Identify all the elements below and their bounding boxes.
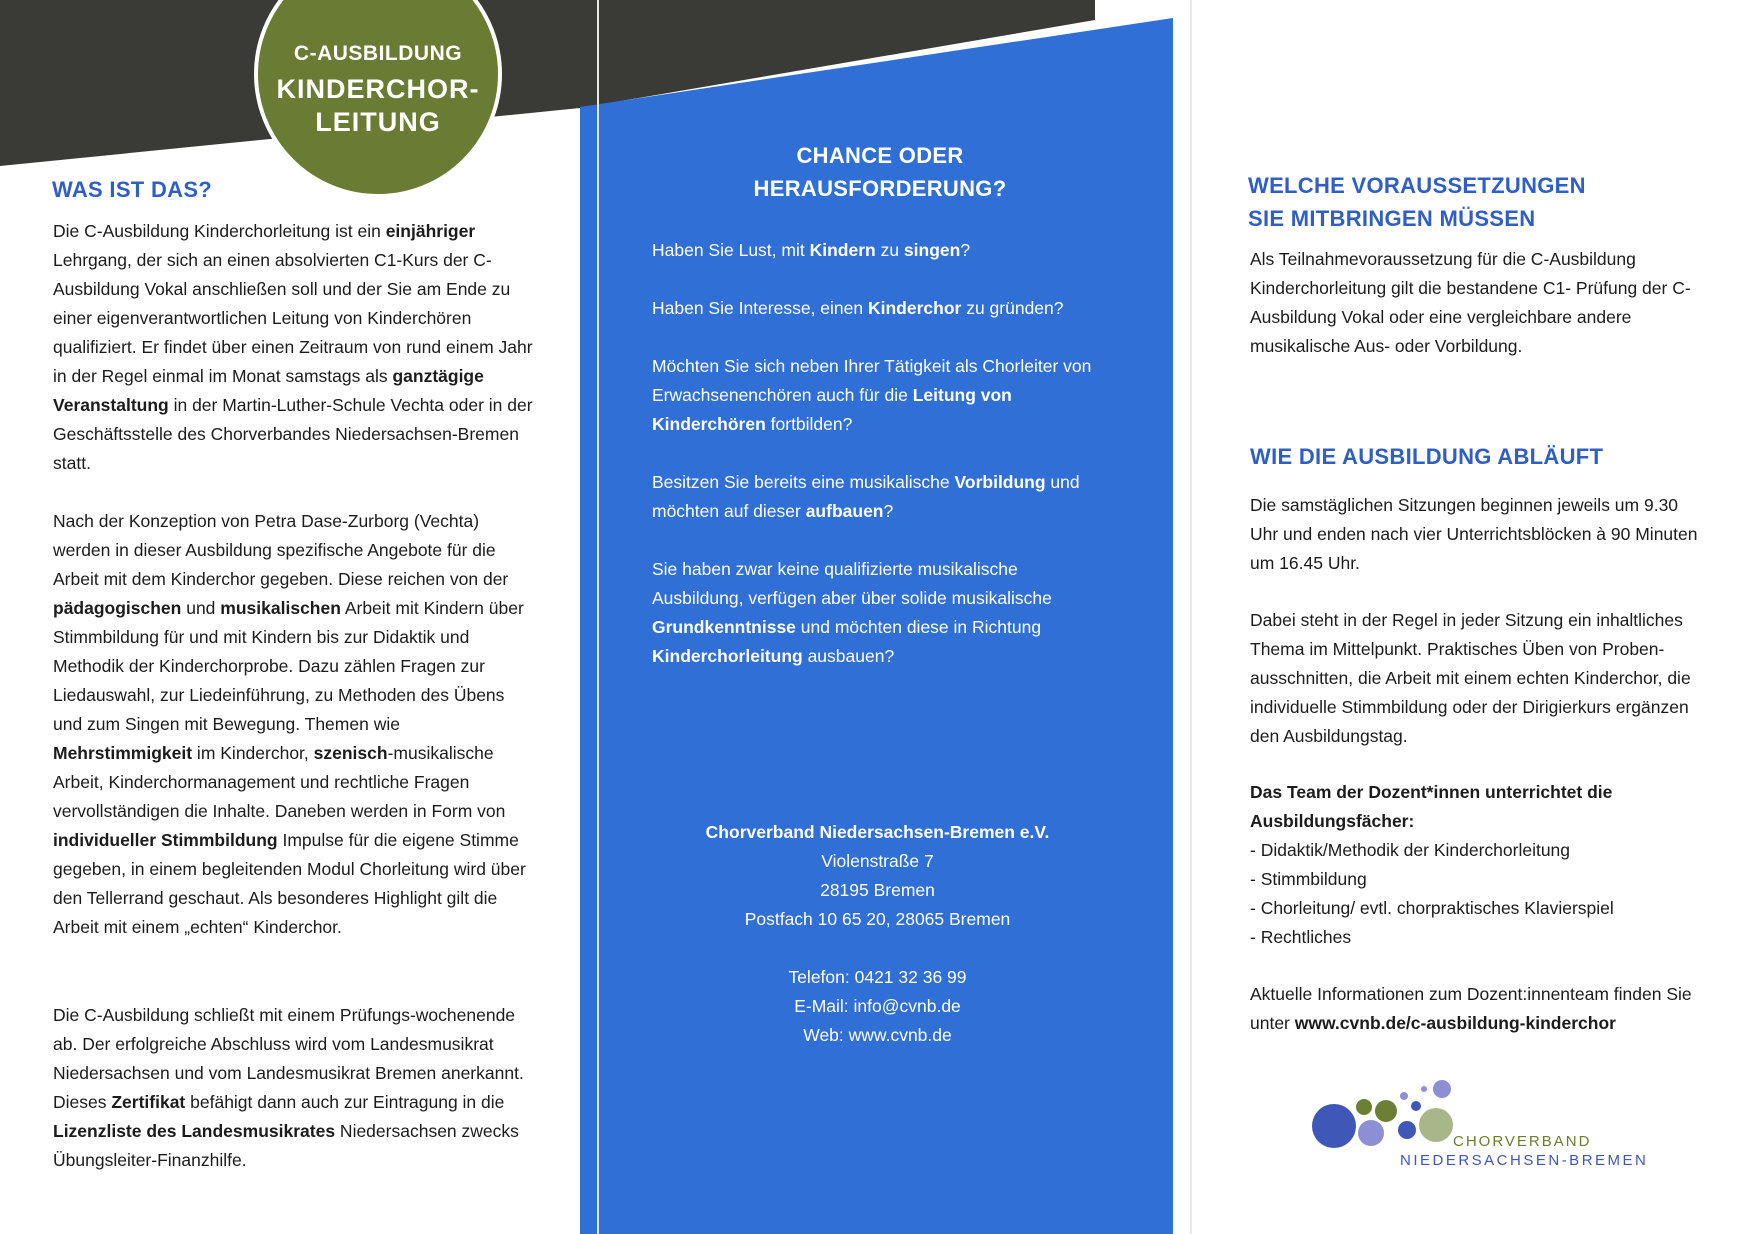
content-paragraph: Dabei steht in der Regel in jeder Sitzung ein inhaltliches Thema im Mittelpunkt. Praktisches Üben von Proben-ausschnitten, die Arbeit mit einem echten Kinderchor, die individuelle Stimmbildung oder der Dirigierkurs ergänzen den Ausbildungstag. <box>1250 610 1691 746</box>
section-heading <box>1248 169 1586 235</box>
section-heading <box>700 139 1060 205</box>
logo-dot <box>1400 1092 1408 1100</box>
contact-email: E-Mail: info@cvnb.de <box>794 996 961 1016</box>
logo-dot <box>1419 1108 1453 1142</box>
question-item: Haben Sie Lust, mit Kindern zu singen? <box>652 240 971 260</box>
contact-phone: Telefon: 0421 32 36 99 <box>788 967 967 987</box>
subjects-list <box>1250 836 1710 952</box>
list-item: - Stimmbildung <box>1250 869 1367 889</box>
heading-line: WELCHE VORAUSSETZUNGEN <box>1248 173 1586 198</box>
logo-wordmark: CHORVERBAND <box>1453 1133 1592 1150</box>
logo-dot <box>1421 1086 1427 1092</box>
badge-title-line: LEITUNG <box>315 107 441 137</box>
contact-organization: Chorverband Niedersachsen-Bremen e.V. <box>705 822 1050 842</box>
list-item: - Didaktik/Methodik der Kinderchorleitung <box>1250 840 1571 860</box>
logo-dot <box>1356 1099 1372 1115</box>
logo-dot <box>1375 1100 1397 1122</box>
concept-paragraph: Nach der Konzeption von Petra Dase-Zurborg (Vechta) werden in dieser Ausbildung spezifische Angebote für die Arbeit mit dem Kinderchor gegeben. Diese reichen von der pädagogischen und musikalischen Arbeit mit Kindern über Stimmbildung für und mit Kindern bis zur Didaktik und Methodik der Kinderchorprobe. Dazu zählen Fragen zur Liedauswahl, zur Liedeinführung, zu Methoden des Übens und zum Singen mit Bewegung. Themen wie Mehrstimmigkeit im Kinderchor, szenisch-musikalische Arbeit, Kinderchormanagement und rechtliche Fragen vervollständigen die Inhalte. Daneben werden in Form von individueller Stimmbildung Impulse für die eigene Stimme gegeben, in einem begleitenden Modul Chorleitung wird über den Tellerrand geschaut. Als besonderes Highlight gilt die Arbeit mit einem „echten“ Kinderchor. <box>53 511 526 937</box>
logo-wordmark: NIEDERSACHSEN-BREMEN <box>1400 1152 1649 1169</box>
section-heading: WIE DIE AUSBILDUNG ABLÄUFT <box>1250 444 1604 469</box>
requirements-paragraph: Als Teilnahmevoraussetzung für die C-Ausbildung Kinderchorleitung gilt die bestandene C1- Prüfung der C-Ausbildung Vokal oder eine vergleichbare andere musikalische Aus- oder Vorbildung. <box>1250 249 1691 356</box>
badge-title-line: KINDERCHOR- <box>276 74 480 104</box>
logo-dot <box>1358 1120 1384 1146</box>
section-heading: WAS IST DAS? <box>52 177 213 202</box>
schedule-paragraph: Die samstäglichen Sitzungen beginnen jeweils um 9.30 Uhr und enden nach vier Unterrichtsblöcken à 90 Minuten um 16.45 Uhr. <box>1250 495 1698 573</box>
logo-dot <box>1398 1121 1416 1139</box>
logo-dot <box>1433 1080 1451 1098</box>
contact-web: Web: www.cvnb.de <box>803 1025 952 1045</box>
contact-city: 28195 Bremen <box>820 880 935 900</box>
list-item: - Rechtliches <box>1250 927 1352 947</box>
spacer <box>660 934 1095 963</box>
heading-line: HERAUSFORDERUNG? <box>753 176 1007 201</box>
question-item: Möchten Sie sich neben Ihrer Tätigkeit als Chorleiter von Erwachsenenchören auch für die Leitung von Kinderchören fortbilden? <box>652 356 1092 434</box>
question-item: Haben Sie Interesse, einen Kinderchor zu gründen? <box>652 298 1064 318</box>
intro-paragraph: Die C-Ausbildung Kinderchorleitung ist ein einjähriger Lehrgang, der sich an einen absolvierten C1-Kurs der C-Ausbildung Vokal anschließen soll und der Sie am Ende zu einer eigenverantwortlichen Leitung von Kinderchören qualifiziert. Er findet über einen Zeitraum von rund einem Jahr in der Regel einmal im Monat samstags als ganztägige Veranstaltung in der Martin-Luther-Schule Vechta oder in der Geschäftsstelle des Chorverbandes Niedersachsen-Bremen statt. <box>53 221 533 473</box>
team-intro: Das Team der Dozent*innen unterrichtet die Ausbildungsfächer: <box>1250 782 1613 831</box>
info-link-paragraph: Aktuelle Informationen zum Dozent:innenteam finden Sie unter www.cvnb.de/c-ausbildung-kinderchor <box>1250 984 1692 1033</box>
logo-dot <box>1312 1104 1356 1148</box>
badge-title-line: C-AUSBILDUNG <box>293 42 463 65</box>
fold-line <box>597 0 599 1234</box>
heading-line: CHANCE ODER <box>796 143 964 168</box>
team-block <box>1250 778 1710 952</box>
contact-street: Violenstraße 7 <box>821 851 934 871</box>
certificate-paragraph: Die C-Ausbildung schließt mit einem Prüfungs-wochenende ab. Der erfolgreiche Abschluss wird vom Landesmusikrat Niedersachsen und vom Landesmusikrat Bremen anerkannt. Dieses Zertifikat befähigt dann auch zur Eintragung in die Lizenzliste des Landesmusikrates Niedersachsen zwecks Übungsleiter-Finanzhilfe. <box>53 1005 524 1170</box>
question-item: Besitzen Sie bereits eine musikalische Vorbildung und möchten auf dieser aufbauen? <box>652 472 1080 521</box>
contact-block <box>660 818 1095 1050</box>
question-item: Sie haben zwar keine qualifizierte musikalische Ausbildung, verfügen aber über solide musikalische Grundkenntnisse und möchten diese in Richtung Kinderchorleitung ausbauen? <box>652 559 1052 666</box>
fold-line <box>1190 0 1192 1234</box>
heading-line: SIE MITBRINGEN MÜSSEN <box>1248 206 1536 231</box>
logo-dot <box>1411 1101 1421 1111</box>
list-item: - Chorleitung/ evtl. chorpraktisches Klavierspiel <box>1250 898 1614 918</box>
contact-po-box: Postfach 10 65 20, 28065 Bremen <box>744 909 1011 929</box>
